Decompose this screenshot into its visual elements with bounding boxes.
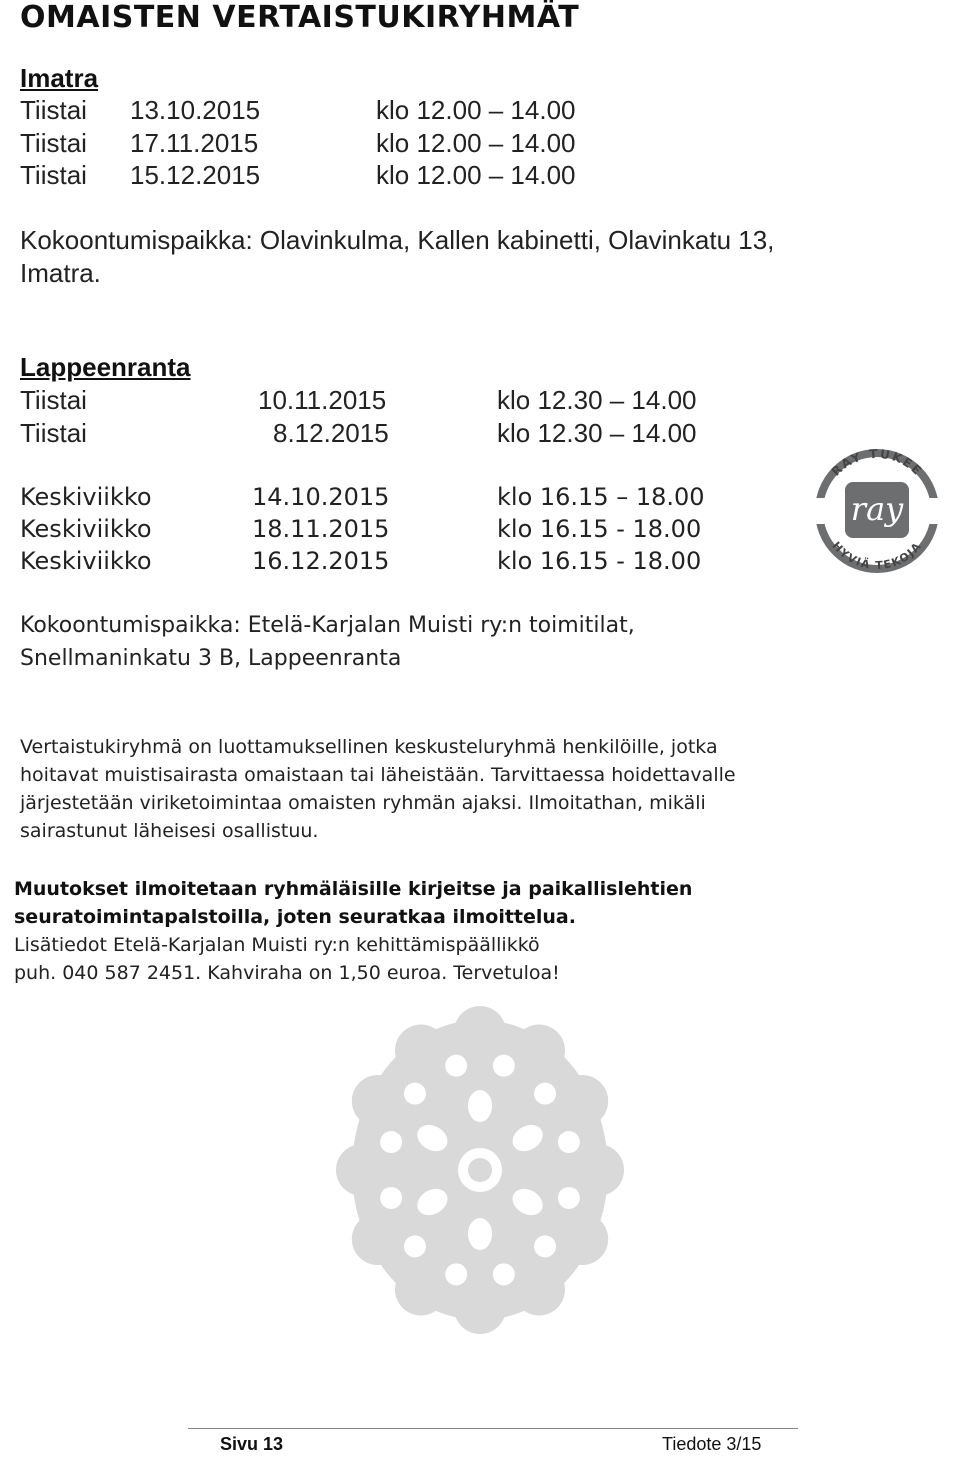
- schedule-time: klo 16.15 - 18.00: [497, 547, 702, 575]
- imatra-place-cont: Imatra.: [20, 258, 101, 288]
- footer-divider: [188, 1428, 798, 1429]
- notice-line: seuratoimintapalstoilla, joten seuratkaa ilmoittelua.: [14, 906, 576, 928]
- schedule-day: Keskiviikko: [20, 483, 152, 511]
- schedule-time: klo 12.30 – 14.00: [497, 418, 697, 448]
- notice-paragraph: [14, 875, 692, 931]
- lappeenranta-place: Kokoontumispaikka: Etelä-Karjalan Muisti ry:n toimitilat,: [20, 613, 635, 638]
- schedule-date: 8.12.2015: [273, 418, 389, 448]
- page-title: OMAISTEN VERTAISTUKIRYHMÄT: [20, 0, 580, 35]
- description-paragraph: [20, 733, 736, 845]
- ornament-cutout: [445, 1055, 467, 1077]
- imatra-place: Kokoontumispaikka: Olavinkulma, Kallen kabinetti, Olavinkatu 13,: [20, 225, 775, 255]
- footer-page-number: Sivu 13: [220, 1434, 284, 1454]
- schedule-day: Tiistai: [20, 95, 87, 125]
- ornament-cutout: [445, 1263, 467, 1285]
- schedule-date: 16.12.2015: [252, 547, 390, 575]
- ornament-cutout: [534, 1083, 556, 1105]
- ornament-cutout: [534, 1235, 556, 1257]
- ornament-cutout: [380, 1131, 402, 1153]
- ray-logo-graphic: [808, 442, 946, 580]
- ray-logo: [808, 442, 946, 580]
- lappeenranta-place-cont: Snellmaninkatu 3 B, Lappeenranta: [20, 646, 402, 671]
- logo-bottom-text: HYVIÄ TEKOJA: [829, 539, 925, 573]
- schedule-date: 10.11.2015: [258, 385, 387, 415]
- info-line: Lisätiedot Etelä-Karjalan Muisti ry:n kehittämispäällikkö: [14, 934, 540, 956]
- schedule-day: Tiistai: [20, 418, 87, 448]
- ornament-center: [468, 1158, 492, 1182]
- description-line: hoitavat muistisairasta omaistaan tai läheistään. Tarvittaessa hoidettavalle: [20, 764, 736, 786]
- ornament-cutout: [404, 1235, 426, 1257]
- schedule-day: Tiistai: [20, 385, 87, 415]
- schedule-time: klo 16.15 – 18.00: [497, 483, 705, 511]
- svg-text:RAY TUKEE: [829, 447, 926, 479]
- description-line: Vertaistukiryhmä on luottamuksellinen keskusteluryhmä henkilöille, jotka: [20, 736, 718, 758]
- description-line: järjestetään viriketoimintaa omaisten ryhmän ajaksi. Ilmoitathan, mikäli: [20, 792, 706, 814]
- schedule-time: klo 16.15 - 18.00: [497, 515, 702, 543]
- ornament-petal-cutout: [468, 1090, 492, 1122]
- schedule-time: klo 12.00 – 14.00: [376, 160, 576, 190]
- ornament-cutout: [493, 1055, 515, 1077]
- ornament-cutout: [558, 1187, 580, 1209]
- notice-line: Muutokset ilmoitetaan ryhmäläisille kirjeitse ja paikallislehtien: [14, 878, 693, 900]
- schedule-day: Tiistai: [20, 128, 87, 158]
- info-line: puh. 040 587 2451. Kahviraha on 1,50 euroa. Tervetuloa!: [14, 962, 560, 984]
- snowflake-ornament: [330, 1000, 630, 1340]
- ornament-cutout: [404, 1083, 426, 1105]
- svg-text:HYVIÄ TEKOJA: [830, 539, 925, 572]
- lappeenranta-heading: Lappeenranta: [20, 352, 191, 382]
- logo-top-text: RAY TUKEE: [828, 446, 926, 479]
- schedule-time: klo 12.30 – 14.00: [497, 385, 697, 415]
- info-paragraph: [14, 931, 560, 987]
- ornament-cutout: [493, 1263, 515, 1285]
- footer-issue: Tiedote 3/15: [662, 1434, 762, 1454]
- imatra-heading: Imatra: [20, 63, 99, 93]
- ornament-cutout: [558, 1131, 580, 1153]
- snowflake-icon: [330, 1000, 630, 1340]
- schedule-day: Keskiviikko: [20, 547, 152, 575]
- schedule-time: klo 12.00 – 14.00: [376, 128, 576, 158]
- schedule-date: 13.10.2015: [130, 95, 261, 125]
- ornament-petal-cutout: [468, 1218, 492, 1250]
- schedule-date: 17.11.2015: [130, 128, 259, 158]
- description-line: sairastunut läheisesi osallistuu.: [20, 820, 319, 842]
- logo-center-text: ray: [850, 490, 904, 528]
- schedule-date: 18.11.2015: [252, 515, 390, 543]
- schedule-date: 15.12.2015: [130, 160, 261, 190]
- schedule-time: klo 12.00 – 14.00: [376, 95, 576, 125]
- schedule-day: Tiistai: [20, 160, 87, 190]
- schedule-day: Keskiviikko: [20, 515, 152, 543]
- ornament-cutout: [380, 1187, 402, 1209]
- schedule-date: 14.10.2015: [252, 483, 390, 511]
